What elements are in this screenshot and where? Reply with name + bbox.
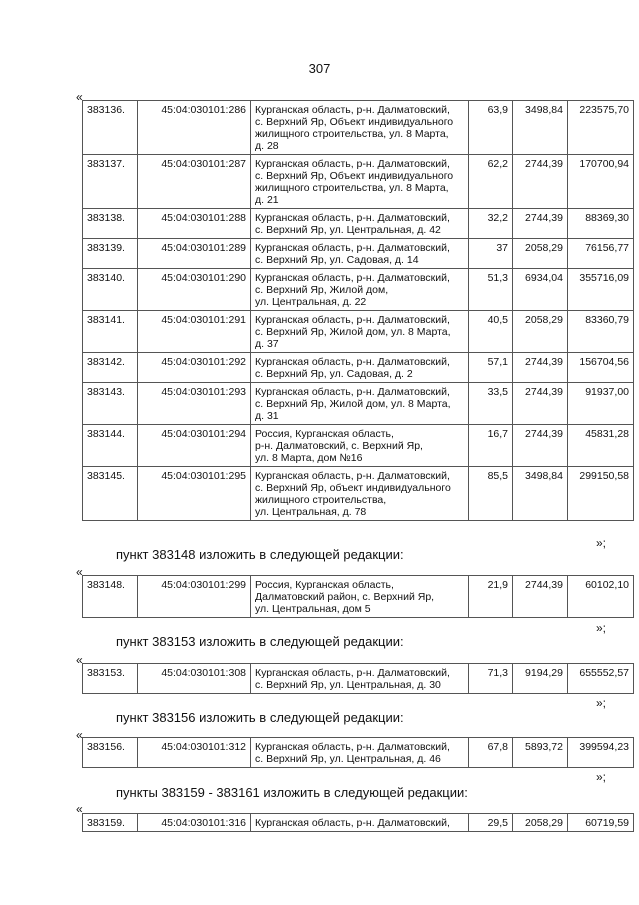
price-cell: 6934,04 <box>513 269 568 311</box>
registry-table <box>82 575 634 618</box>
price-cell: 3498,84 <box>513 101 568 155</box>
address-line: с. Верхний Яр, ул. Центральная, д. 46 <box>255 753 441 765</box>
opening-quote: « <box>76 728 83 742</box>
total-cell: 91937,00 <box>568 383 634 425</box>
cadastral-number-cell: 45:04:030101:308 <box>138 664 251 694</box>
table-row <box>83 155 634 209</box>
address-line: р-н. Далматовский, с. Верхний Яр, <box>255 440 423 452</box>
address-cell <box>251 155 469 209</box>
cadastral-number-cell: 45:04:030101:290 <box>138 269 251 311</box>
cadastral-number-cell: 45:04:030101:294 <box>138 425 251 467</box>
table-row <box>83 209 634 239</box>
address-cell <box>251 101 469 155</box>
price-cell: 2744,39 <box>513 425 568 467</box>
page-number: 307 <box>308 61 331 76</box>
row-number-cell: 383156. <box>83 738 138 768</box>
row-number-cell: 383136. <box>83 101 138 155</box>
address-line: жилищного строительства, ул. 8 Марта, <box>255 128 449 140</box>
address-line: с. Верхний Яр, объект индивидуального <box>255 482 451 494</box>
closing-quote: »; <box>596 696 607 710</box>
table-row <box>83 101 634 155</box>
table-row <box>83 383 634 425</box>
table-row <box>83 311 634 353</box>
registry-table <box>82 813 634 832</box>
row-number-cell: 383148. <box>83 576 138 618</box>
registry-table <box>82 663 634 694</box>
price-cell: 2744,39 <box>513 209 568 239</box>
table-row <box>83 353 634 383</box>
table-row <box>83 467 634 521</box>
address-line: жилищного строительства, ул. 8 Марта, <box>255 182 449 194</box>
address-cell <box>251 353 469 383</box>
address-cell <box>251 425 469 467</box>
row-number-cell: 383145. <box>83 467 138 521</box>
address-line: с. Верхний Яр, ул. Центральная, д. 30 <box>255 679 441 691</box>
total-cell: 655552,57 <box>568 664 634 694</box>
cadastral-number-cell: 45:04:030101:286 <box>138 101 251 155</box>
table-row <box>83 239 634 269</box>
row-number-cell: 383153. <box>83 664 138 694</box>
price-cell: 2744,39 <box>513 383 568 425</box>
price-cell: 2058,29 <box>513 814 568 832</box>
address-line: с. Верхний Яр, Жилой дом, <box>255 284 389 296</box>
address-line: Курганская область, р-н. Далматовский, <box>255 272 450 284</box>
total-cell: 60102,10 <box>568 576 634 618</box>
address-line: с. Верхний Яр, Жилой дом, ул. 8 Марта, <box>255 326 451 338</box>
cadastral-number-cell: 45:04:030101:316 <box>138 814 251 832</box>
address-cell <box>251 383 469 425</box>
total-cell: 355716,09 <box>568 269 634 311</box>
row-number-cell: 383140. <box>83 269 138 311</box>
row-number-cell: 383143. <box>83 383 138 425</box>
area-cell: 71,3 <box>469 664 513 694</box>
opening-quote: « <box>76 802 83 816</box>
area-cell: 62,2 <box>469 155 513 209</box>
area-cell: 57,1 <box>469 353 513 383</box>
registry-table <box>82 100 634 521</box>
address-line: Курганская область, р-н. Далматовский, <box>255 817 450 829</box>
area-cell: 40,5 <box>469 311 513 353</box>
area-cell: 33,5 <box>469 383 513 425</box>
area-cell: 29,5 <box>469 814 513 832</box>
total-cell: 299150,58 <box>568 467 634 521</box>
area-cell: 32,2 <box>469 209 513 239</box>
amendment-paragraph: пункты 383159 - 383161 изложить в следующей редакции: <box>116 785 468 800</box>
amendment-paragraph: пункт 383153 изложить в следующей редакции: <box>116 634 404 649</box>
address-line: д. 31 <box>255 410 279 422</box>
cadastral-number-cell: 45:04:030101:299 <box>138 576 251 618</box>
cadastral-number-cell: 45:04:030101:312 <box>138 738 251 768</box>
address-line: Курганская область, р-н. Далматовский, <box>255 212 450 224</box>
row-number-cell: 383141. <box>83 311 138 353</box>
address-line: Курганская область, р-н. Далматовский, <box>255 104 450 116</box>
address-line: д. 37 <box>255 338 279 350</box>
area-cell: 67,8 <box>469 738 513 768</box>
total-cell: 83360,79 <box>568 311 634 353</box>
address-line: Курганская область, р-н. Далматовский, <box>255 386 450 398</box>
address-line: жилищного строительства, <box>255 494 387 506</box>
opening-quote: « <box>76 90 83 104</box>
address-line: ул. Центральная, д. 78 <box>255 506 367 518</box>
area-cell: 37 <box>469 239 513 269</box>
row-number-cell: 383144. <box>83 425 138 467</box>
address-line: с. Верхний Яр, Объект индивидуального <box>255 170 454 182</box>
address-line: ул. Центральная, д. 22 <box>255 296 367 308</box>
cadastral-number-cell: 45:04:030101:293 <box>138 383 251 425</box>
price-cell: 2744,39 <box>513 576 568 618</box>
opening-quote: « <box>76 653 83 667</box>
price-cell: 2744,39 <box>513 353 568 383</box>
closing-quote: »; <box>596 536 607 550</box>
total-cell: 223575,70 <box>568 101 634 155</box>
address-cell <box>251 738 469 768</box>
total-cell: 76156,77 <box>568 239 634 269</box>
price-cell: 2058,29 <box>513 239 568 269</box>
table-row <box>83 738 634 768</box>
total-cell: 88369,30 <box>568 209 634 239</box>
price-cell: 9194,29 <box>513 664 568 694</box>
closing-quote: »; <box>596 770 607 784</box>
address-line: с. Верхний Яр, ул. Садовая, д. 2 <box>255 368 413 380</box>
address-cell <box>251 467 469 521</box>
row-number-cell: 383142. <box>83 353 138 383</box>
area-cell: 85,5 <box>469 467 513 521</box>
table-row <box>83 269 634 311</box>
address-line: Россия, Курганская область, <box>255 428 394 440</box>
row-number-cell: 383137. <box>83 155 138 209</box>
closing-quote: »; <box>596 621 607 635</box>
address-line: Курганская область, р-н. Далматовский, <box>255 242 450 254</box>
address-line: с. Верхний Яр, Жилой дом, ул. 8 Марта, <box>255 398 451 410</box>
address-line: ул. Центральная, дом 5 <box>255 603 371 615</box>
amendment-paragraph: пункт 383156 изложить в следующей редакции: <box>116 710 404 725</box>
address-line: Далматовский район, с. Верхний Яр, <box>255 591 435 603</box>
registry-table <box>82 737 634 768</box>
area-cell: 51,3 <box>469 269 513 311</box>
address-cell <box>251 576 469 618</box>
address-line: д. 28 <box>255 140 279 152</box>
total-cell: 45831,28 <box>568 425 634 467</box>
row-number-cell: 383139. <box>83 239 138 269</box>
address-line: д. 21 <box>255 194 279 206</box>
cadastral-number-cell: 45:04:030101:287 <box>138 155 251 209</box>
address-line: с. Верхний Яр, ул. Центральная, д. 42 <box>255 224 441 236</box>
cadastral-number-cell: 45:04:030101:292 <box>138 353 251 383</box>
address-cell <box>251 311 469 353</box>
address-line: с. Верхний Яр, ул. Садовая, д. 14 <box>255 254 419 266</box>
address-line: Курганская область, р-н. Далматовский, <box>255 356 450 368</box>
address-cell <box>251 269 469 311</box>
address-line: Россия, Курганская область, <box>255 579 394 591</box>
address-line: Курганская область, р-н. Далматовский, <box>255 741 450 753</box>
address-cell <box>251 814 469 832</box>
table-row <box>83 425 634 467</box>
table-row <box>83 576 634 618</box>
address-cell <box>251 664 469 694</box>
area-cell: 16,7 <box>469 425 513 467</box>
opening-quote: « <box>76 565 83 579</box>
price-cell: 2744,39 <box>513 155 568 209</box>
total-cell: 156704,56 <box>568 353 634 383</box>
address-line: Курганская область, р-н. Далматовский, <box>255 470 450 482</box>
address-cell <box>251 209 469 239</box>
cadastral-number-cell: 45:04:030101:288 <box>138 209 251 239</box>
cadastral-number-cell: 45:04:030101:291 <box>138 311 251 353</box>
table-row <box>83 814 634 832</box>
area-cell: 21,9 <box>469 576 513 618</box>
area-cell: 63,9 <box>469 101 513 155</box>
table-row <box>83 664 634 694</box>
address-cell <box>251 239 469 269</box>
cadastral-number-cell: 45:04:030101:295 <box>138 467 251 521</box>
total-cell: 399594,23 <box>568 738 634 768</box>
price-cell: 5893,72 <box>513 738 568 768</box>
address-line: ул. 8 Марта, дом №16 <box>255 452 363 464</box>
total-cell: 60719,59 <box>568 814 634 832</box>
row-number-cell: 383138. <box>83 209 138 239</box>
address-line: Курганская область, р-н. Далматовский, <box>255 314 450 326</box>
address-line: Курганская область, р-н. Далматовский, <box>255 667 450 679</box>
address-line: с. Верхний Яр, Объект индивидуального <box>255 116 454 128</box>
cadastral-number-cell: 45:04:030101:289 <box>138 239 251 269</box>
address-line: Курганская область, р-н. Далматовский, <box>255 158 450 170</box>
amendment-paragraph: пункт 383148 изложить в следующей редакции: <box>116 547 404 562</box>
total-cell: 170700,94 <box>568 155 634 209</box>
row-number-cell: 383159. <box>83 814 138 832</box>
price-cell: 2058,29 <box>513 311 568 353</box>
price-cell: 3498,84 <box>513 467 568 521</box>
